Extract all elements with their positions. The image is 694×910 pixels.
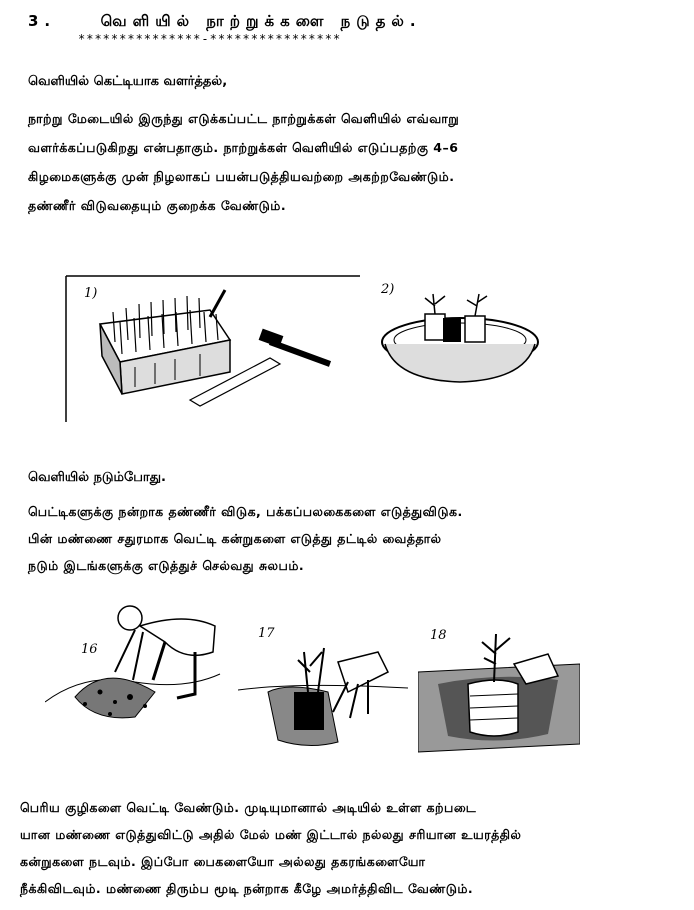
paragraph-line: யான மண்ணை எடுத்துவிட்டு அதில் மேல் மண் இட்டால் நல்லது சரியான உயரத்தில் — [20, 827, 522, 842]
figure-digging — [45, 602, 225, 732]
figure-label: 16 — [81, 642, 98, 657]
paragraph-line: நடும் இடங்களுக்கு எடுத்துச் செல்வது சுலபம். — [28, 558, 305, 573]
paragraph-line: நீக்கிவிடவும். மண்ணை திரும்ப மூடி நன்றாக கீழே அமர்த்திவிட வேண்டும். — [20, 881, 474, 896]
planted-seedling-illustration — [418, 624, 580, 754]
figure-seedling-box — [60, 272, 360, 422]
figure-label: 18 — [430, 628, 447, 643]
seedling-tray-illustration — [375, 282, 545, 392]
seedling-box-illustration — [60, 272, 360, 422]
paragraph-line: நாற்று மேடையில் இருந்து எடுக்கப்பட்ட நாற்றுக்கள் வெளியில் எவ்வாறு — [28, 111, 460, 126]
paragraph-line: தண்ணீர் விடுவதையும் குறைக்க வேண்டும். — [28, 198, 287, 213]
paragraph-line: வளர்க்கப்படுகிறது என்பதாகும். நாற்றுக்கள் வெளியில் எடுப்பதற்கு 4–6 — [28, 140, 459, 155]
paragraph-line: கிழமைகளுக்கு முன் நிழலாகப் பயன்படுத்தியவற்றை அகற்றவேண்டும். — [28, 169, 455, 184]
paragraph-line: பின் மண்ணை சதுரமாக வெட்டி கன்றுகளை எடுத்து தட்டில் வைத்தால் — [28, 531, 442, 546]
digging-illustration — [45, 602, 225, 732]
planting-subheading: வெளியில் நடும்போது. — [28, 470, 166, 485]
figure-planted-seedling — [418, 624, 580, 754]
asterisk-divider: ***************-**************** — [78, 32, 342, 46]
figure-seedling-tray — [375, 282, 545, 392]
paragraph-line: கன்றுகளை நடவும். இப்போ பைகளையோ அல்லது தகரங்களையோ — [20, 854, 426, 869]
paragraph-line: பெரிய குழிகளை வெட்டி வேண்டும். முடியுமானால் அடியில் உள்ள கற்படை — [20, 800, 477, 815]
figure-label: 17 — [258, 626, 275, 641]
hardening-subheading: வெளியில் கெட்டியாக வளர்த்தல், — [28, 74, 228, 89]
section-number: 3. — [28, 12, 57, 30]
figure-placing-seedling — [238, 622, 408, 752]
section-heading — [28, 12, 422, 32]
placing-seedling-illustration — [238, 622, 408, 752]
figure-label: 1) — [84, 286, 98, 301]
hardening-paragraph — [28, 104, 459, 220]
planting-paragraph — [28, 498, 463, 579]
figure-label: 2) — [381, 282, 395, 297]
section-title: வெளியில் நாற்றுக்களை நடுதல். — [100, 12, 422, 30]
paragraph-line: பெட்டிகளுக்கு நன்றாக தண்ணீர் விடுக, பக்கப்பலகைகளை எடுத்துவிடுக. — [28, 504, 463, 519]
closing-paragraph — [20, 794, 521, 902]
